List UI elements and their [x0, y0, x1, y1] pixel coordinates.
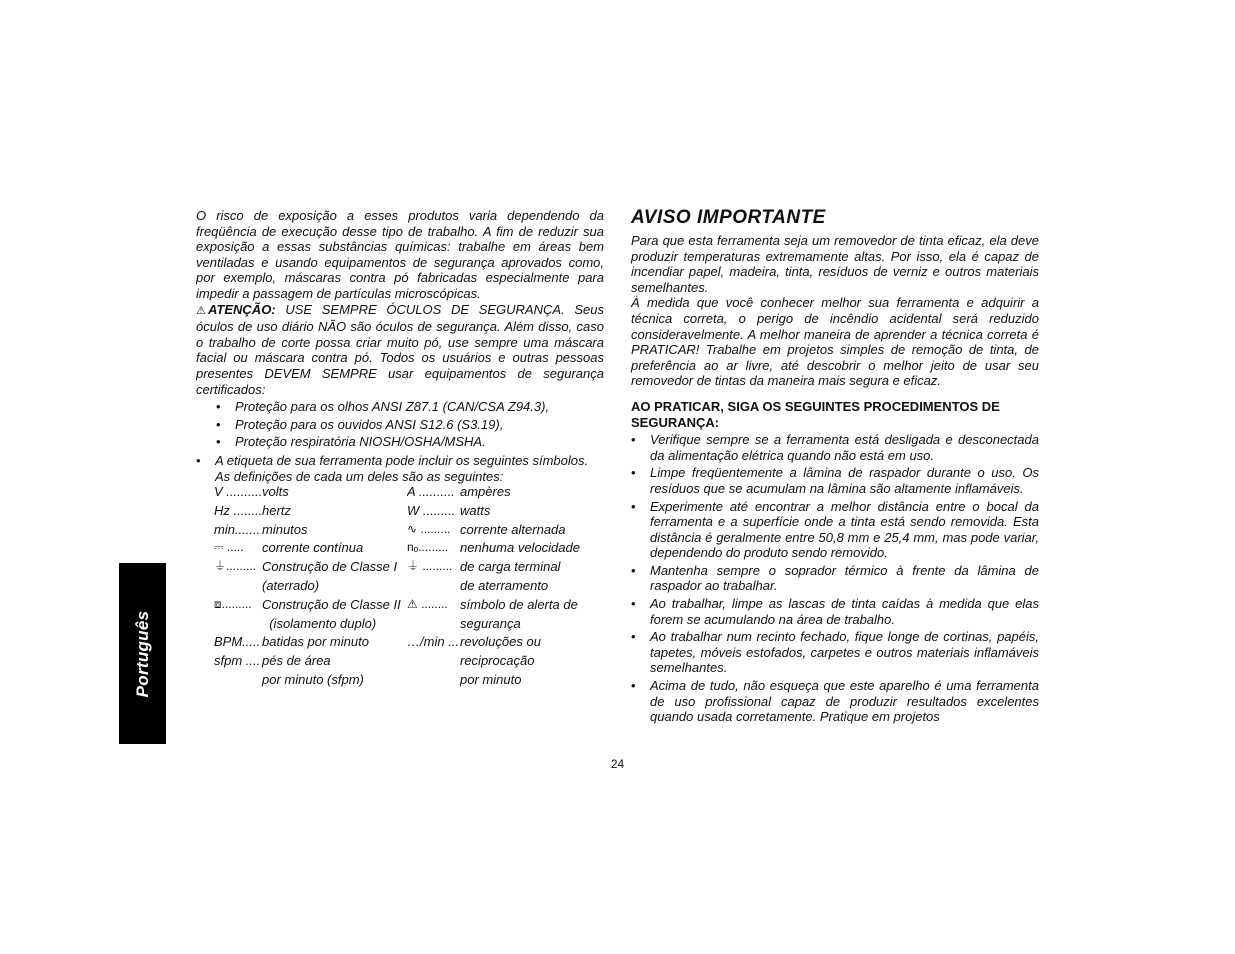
symbol: …/min ...	[407, 634, 460, 650]
safety-alert-icon: ⚠ ........	[407, 596, 448, 611]
section-heading: AVISO IMPORTANTE	[631, 207, 826, 228]
symbol-row	[214, 503, 604, 522]
symbol-row	[214, 672, 604, 691]
procedures-subheading: AO PRATICAR, SIGA OS SEGUINTES PROCEDIMENTOS DE SEGURANÇA:	[631, 398, 1000, 430]
symbol-definition: hertz	[262, 502, 291, 518]
symbol-definition: (aterrado)	[262, 578, 320, 594]
symbol-row	[214, 540, 604, 559]
symbol-row	[214, 559, 604, 578]
symbol: W .........	[407, 502, 456, 518]
protection-item: • Proteção para os ouvidos ANSI S12.6 (S3.19),	[216, 417, 604, 433]
procedure-item: • Limpe freqüentemente a lâmina de raspador durante o uso. Os resíduos que se acumulam na lâmina são altamente inflamáveis.	[631, 465, 1039, 496]
practice-paragraph: À medida que você conhecer melhor sua ferramenta e adquirir a técnica correta, o perigo de incêndio acidental será reduzido consideravelmente. A melhor maneira de aprender a técnica correta é PRATICAR! Trabalhe em projetos simples de remoção de tinta, de preferência ao ar livre, até descobrir o melhor jeito de usar seu removedor de tintas da maneira mais segura e eficaz.	[631, 295, 1039, 389]
exposure-paragraph: O risco de exposição a esses produtos varia dependendo da freqüência de execução desse tipo de trabalho. A fim de reduzir sua exposição a essas substâncias químicas: trabalhe em áreas bem ventiladas e usando equipamentos de segurança aprovados como, por exemplo, máscaras contra pó fabricadas especialmente para impedir a passagem de partículas microscópicas.	[196, 208, 604, 301]
class-ii-icon: ⧈.........	[214, 596, 252, 611]
warning-text: USE SEMPRE ÓCULOS DE SEGURANÇA. Seus óculos de uso diário NÃO são óculos de segurança. Além disso, caso o trabalho de corte possa criar muito pó, use sempre uma máscara facial ou máscara contra pó. Todos os usuários e outras pessoas presentes DEVEM SEMPRE usar equipamentos de segurança certificados:	[196, 301, 604, 397]
symbol: Hz ........	[214, 502, 262, 518]
symbol: BPM.....	[214, 634, 261, 650]
class-i-icon: ⏚.........	[214, 559, 257, 574]
symbol: A ..........	[407, 484, 455, 500]
symbol-definition: de carga terminal	[460, 559, 561, 575]
protection-item: • Proteção respiratória NIOSH/OSHA/MSHA.	[216, 434, 604, 450]
no-load-speed-icon: nₒ.........	[407, 540, 449, 555]
symbol-definition: ampères	[460, 484, 511, 500]
right-column	[631, 207, 1039, 725]
warning-triangle-icon: ⚠	[196, 304, 206, 317]
symbol-row	[214, 616, 604, 635]
symbol-definition: de aterramento	[460, 578, 549, 594]
symbol: min.......	[214, 521, 261, 537]
symbol-definition: por minuto (sfpm)	[262, 672, 364, 688]
symbol-definition: minutos	[262, 521, 308, 537]
symbol: sfpm ....	[214, 653, 261, 669]
label-symbols-bullet: • A etiqueta de sua ferramenta pode incluir os seguintes símbolos. As definições de cada um deles são as seguintes:	[196, 453, 604, 484]
symbol-definition: (isolamento duplo)	[262, 615, 377, 631]
alternating-current-icon: ∿ .........	[407, 521, 451, 536]
procedure-item: • Experimente até encontrar a melhor distância entre o bocal da ferramenta e a superfície onde a tinta está sendo removida. Esta distância é geralmente entre 50,8 mm e 25,4 mm, mas pode variar, dependendo do produto sendo removido.	[631, 499, 1039, 561]
procedure-item: • Acima de tudo, não esqueça que este aparelho é uma ferramenta de uso profissional capaz de produzir resultados excelentes quando usada corretamente. Pratique em projetos	[631, 678, 1039, 725]
direct-current-icon: ⎓ .....	[214, 540, 244, 555]
symbol-definition: segurança	[460, 615, 521, 631]
symbol-table	[214, 484, 604, 691]
procedure-item: • Mantenha sempre o soprador térmico à frente da lâmina de raspador ao trabalhar.	[631, 563, 1039, 594]
procedure-item: • Ao trabalhar, limpe as lascas de tinta caídas à medida que elas forem se acumulando na área de trabalho.	[631, 596, 1039, 627]
warning-paragraph	[196, 302, 604, 398]
earthing-terminal-icon: ⏚ .........	[407, 559, 453, 574]
symbol-definition: símbolo de alerta de	[460, 596, 578, 612]
symbol-row	[214, 653, 604, 672]
symbol-row	[214, 597, 604, 616]
language-tab	[119, 563, 166, 744]
symbol-definition: corrente contínua	[262, 540, 364, 556]
language-tab-label: Português	[132, 610, 152, 697]
symbol-definition: reciprocação	[460, 653, 535, 669]
symbol-row	[214, 578, 604, 597]
symbol-definition: por minuto	[460, 672, 522, 688]
symbol-definition: Construção de Classe II	[262, 596, 401, 612]
symbol-definition: Construção de Classe I	[262, 559, 398, 575]
protection-item: • Proteção para os olhos ANSI Z87.1 (CAN/CSA Z94.3),	[216, 399, 604, 415]
symbol-row	[214, 484, 604, 503]
symbol: V ..........	[214, 484, 262, 500]
symbol-row	[214, 522, 604, 541]
symbol-definition: revoluções ou	[460, 634, 541, 650]
procedure-item: • Verifique sempre se a ferramenta está desligada e desconectada da alimentação elétrica quando não está em uso.	[631, 432, 1039, 463]
page-number: 24	[610, 757, 625, 771]
symbol-definition: corrente alternada	[460, 521, 566, 537]
symbol-definition: nenhuma velocidade	[460, 540, 580, 556]
procedure-item: • Ao trabalhar num recinto fechado, fique longe de cortinas, papéis, tapetes, móveis estofados, carpetes e outros materiais inflamáveis semelhantes.	[631, 629, 1039, 676]
protection-list	[196, 399, 604, 450]
left-column	[196, 208, 604, 691]
warning-label: ATENÇÃO:	[208, 301, 276, 317]
symbol-definition: batidas por minuto	[262, 634, 369, 650]
symbol-row	[214, 634, 604, 653]
symbol-definition: volts	[262, 484, 289, 500]
intro-paragraph: Para que esta ferramenta seja um removedor de tinta eficaz, ela deve produzir temperaturas extremamente altas. Por isso, ela é capaz de incendiar papel, madeira, tinta, resíduos de verniz e outros materiais semelhantes.	[631, 233, 1039, 295]
symbol-definition: watts	[460, 502, 491, 518]
symbol-definition: pés de área	[262, 653, 331, 669]
